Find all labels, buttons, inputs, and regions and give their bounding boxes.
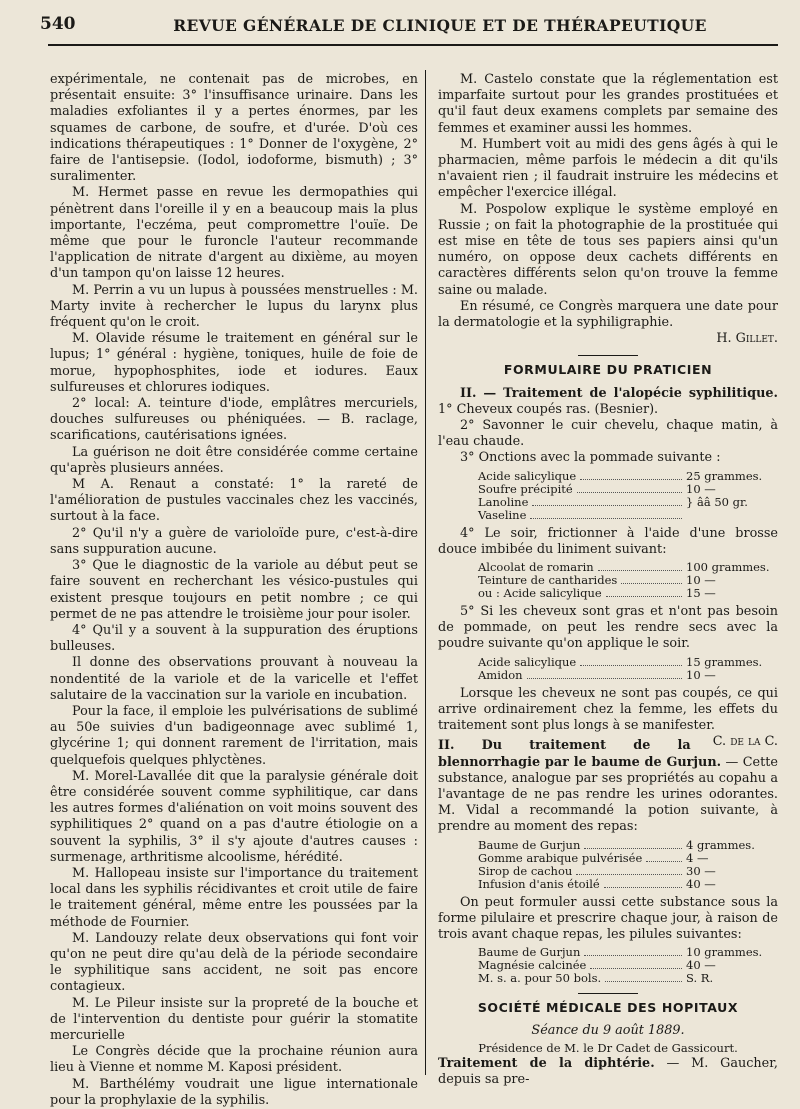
rx-ingredient: M. s. a. pour 50 bols. <box>478 971 602 986</box>
paragraph: Pour la face, il emploie les pulvérisations de sublimé au 50e suivies d'un badigeonnage avec sublimé 1, glycérine 1; qui donnent rarement de l'irritation, mais quelquefois quelques phlyctènes. <box>50 703 418 768</box>
dot-leader <box>527 678 682 679</box>
section-title-formulaire: FORMULAIRE DU PRATICIEN <box>503 362 713 378</box>
alopecia-step-4: 4° Le soir, frictionner à l'aide d'une brosse douce imbibée du liniment suivant: <box>438 525 778 557</box>
paragraph: M. Hermet passe en revue les dermopathies qui pénètrent dans l'oreille il y en a beaucoup mais la plus importante, l'eczéma, peut compromettre l'ouïe. De même que pour le furoncle l'auteur recommande l'application de nitrate d'argent au dixième, au moyen d'un tampon qu'on laisse 12 heures. <box>50 185 418 282</box>
alopecia-paragraph <box>438 386 778 418</box>
column-separator <box>425 70 426 1075</box>
dot-leader <box>590 968 682 969</box>
rx-quantity: 15 grammes. <box>686 654 763 669</box>
paragraph: M. Hallopeau insiste sur l'importance du traitement local dans les syphilis récidivantes et croit utile de faire le traitement général, même entre les poussées par la méthode de Fournier. <box>50 865 418 930</box>
gurjun-heading: II. Du traitement de la blennorrhagie par le baume de Gurjun. <box>438 738 722 770</box>
prescription-potion <box>438 839 778 891</box>
paragraph: 2° Qu'il n'y a guère de varioloïde pure, c'est-à-dire sans suppuration aucune. <box>50 525 418 557</box>
alopecia-heading: II. — Traitement de l'alopécie syphilitique. <box>460 385 778 401</box>
rx-quantity: 4 — <box>686 850 709 865</box>
dot-leader <box>584 848 682 849</box>
rx-line <box>438 852 778 865</box>
prescription-pilules <box>438 946 778 985</box>
rx-ingredient: Acide salicylique <box>478 468 577 483</box>
prescription-liniment <box>438 561 778 600</box>
rx-line <box>438 509 778 522</box>
rx-quantity: 40 — <box>686 958 716 973</box>
rx-line <box>438 483 778 496</box>
rx-quantity: 10 — <box>686 481 716 496</box>
dot-leader <box>580 479 682 480</box>
paragraph: 4° Qu'il y a souvent à la suppuration des éruptions bulleuses. <box>50 622 418 655</box>
paragraph: M. Barthélémy voudrait une ligue internationale pour la prophylaxie de la syphilis. <box>50 1076 418 1108</box>
paragraph: expérimentale, ne contenait pas de microbes, en présentait ensuite: 3° l'insuffisance urinaire. Dans les maladies exfoliantes il y a pertes énormes, par les squames de carbone, de soufre, et d'urée. D'où ces indications thérapeutiques : 1° Donner de l'oxygène, 2° faire de l'antisepsie. (Iodol, iodoforme, bismuth) ; 3° suralimenter. <box>50 72 418 185</box>
rx-quantity: S. R. <box>686 971 714 986</box>
dot-leader <box>621 583 682 584</box>
paragraph: M. Castelo constate que la réglementation est imparfaite surtout pour les grandes prostituées et qu'il faut deux examens complets par semaine des femmes et examiner aussi les hommes. <box>438 72 778 136</box>
rx-line <box>438 839 778 852</box>
paragraph: M. Perrin a vu un lupus à poussées menstruelles : M. Marty invite à rechercher le lupus du larynx plus fréquent qu'on le croit. <box>50 282 418 331</box>
header-rule <box>48 44 778 46</box>
rx-quantity: } ââ 50 gr. <box>686 494 748 509</box>
rx-ingredient: Amidon <box>478 667 523 682</box>
alopecia-conclusion <box>438 685 778 750</box>
running-title: REVUE GÉNÉRALE DE CLINIQUE ET DE THÉRAPEUTIQUE <box>173 16 707 35</box>
rx-line <box>438 470 778 483</box>
rx-ingredient: Alcoolat de romarin <box>478 560 594 575</box>
rx-line <box>438 496 778 509</box>
rx-ingredient: Teinture de cantharides <box>478 573 618 588</box>
gurjun-text: — Cette substance, analogue par ses propriétés au copahu a l'avantage de ne pas rendre les urines odorantes. M. Vidal a recommandé la potion suivante, à prendre au moment des repas: <box>438 754 778 835</box>
rx-line <box>438 669 778 682</box>
page-number: 540 <box>40 14 76 34</box>
dot-leader <box>530 518 682 519</box>
paragraph: La guérison ne doit être considérée comme certaine qu'après plusieurs années. <box>50 444 418 476</box>
rx-line <box>438 587 778 600</box>
section-divider <box>578 355 638 356</box>
diphtheria-paragraph <box>438 1056 778 1088</box>
paragraph: M. Landouzy relate deux observations qui font voir qu'on ne peut dire qu'au delà de la période secondaire le syphilitique sans accident, ne soit pas encore contagieux. <box>50 930 418 995</box>
rx-quantity: 10 — <box>686 667 716 682</box>
rx-quantity: 4 grammes. <box>686 837 755 852</box>
rx-ingredient: Acide salicylique <box>478 654 577 669</box>
dot-leader <box>576 874 682 875</box>
alopecia-step-5: 5° Si les cheveux sont gras et n'ont pas besoin de pommade, on peut les rendre secs avec la poudre suivante qu'on applique le soir. <box>438 604 778 652</box>
gurjun-pills-paragraph: On peut formuler aussi cette substance sous la forme pilulaire et prescrire chaque jour, à raison de trois avant chaque repas, les pilules suivantes: <box>438 894 778 942</box>
rx-ingredient: Magnésie calcinée <box>478 958 587 973</box>
diphtheria-text: — M. Gaucher, depuis sa pre- <box>438 1055 778 1087</box>
rx-quantity: 10 — <box>686 573 716 588</box>
rx-ingredient: ou : Acide salicylique <box>478 586 602 601</box>
paragraph: Le Congrès décide que la prochaine réunion aura lieu à Vienne et nomme M. Kaposi président. <box>50 1044 418 1076</box>
right-column <box>438 72 778 1088</box>
paragraph: M. Pospolow explique le système employé en Russie ; on fait la photographie de la prostituée qui est mise en tête de tous ses papiers ainsi qu'un numéro, on oppose deux cachets différents en caractères différents selon qu'on trouve la femme saine ou malade. <box>438 201 778 298</box>
paragraph: 2° local: A. teinture d'iode, emplâtres mercuriels, douches sulfureuses ou phéniquées. — B. raclage, scarifications, cautérisations ignées. <box>50 396 418 444</box>
dot-leader <box>606 596 682 597</box>
paragraph: M. Le Pileur insiste sur la propreté de la bouche et de l'intervention du dentiste pour guérir la stomatite mercurielle <box>50 995 418 1043</box>
alopecia-conclusion-text: Lorsque les cheveux ne sont pas coupés, ce qui arrive ordinairement chez la femme, les effets du traitement sont plus longs à se manifester. <box>438 685 778 734</box>
prescription-poudre <box>438 656 778 682</box>
diphtheria-heading: Traitement de la diphtérie. <box>438 1055 655 1071</box>
paragraph: M. Humbert voit au midi des gens âgés à qui le pharmacien, même parfois le médecin a dit qu'ils n'avaient rien ; il faudrait instruire les médecins et empêcher l'exercice illégal. <box>438 136 778 201</box>
author-signature: H. Gillet. <box>716 331 778 347</box>
paragraph: M. Olavide résume le traitement en général sur le lupus; 1° général : hygiène, toniques, huile de foie de morue, hypophosphites, iode et iodures. Eaux sulfureuses et chlorures iodiques. <box>50 331 418 395</box>
dot-leader <box>584 955 682 956</box>
dot-leader <box>646 861 682 862</box>
rx-line <box>438 656 778 669</box>
rx-line <box>438 878 778 891</box>
paragraph: 3° Que le diagnostic de la variole au début peut se faire souvent en recherchant les vésico-pustules qui existent presque toujours en petit nombre ; ce qui permet de ne pas attendre le troisième jour pour isoler. <box>50 558 418 622</box>
rx-ingredient: Vaseline <box>478 507 527 522</box>
rx-ingredient: Infusion d'anis étoilé <box>478 876 600 891</box>
rx-quantity: 40 — <box>686 876 716 891</box>
rx-ingredient: Gomme arabique pulvérisée <box>478 850 643 865</box>
rx-ingredient: Baume de Gurjun <box>478 945 581 960</box>
rx-quantity: 100 grammes. <box>686 560 770 575</box>
dot-leader <box>605 981 682 982</box>
alopecia-step-1: 1° Cheveux coupés ras. (Besnier). <box>438 401 659 417</box>
paragraph: En résumé, ce Congrès marquera une date pour la dermatologie et la syphiligraphie. <box>438 298 778 331</box>
dot-leader <box>598 570 682 571</box>
paragraph: M. Morel-Lavallée dit que la paralysie générale doit être considérée souvent comme syphilitique, car dans les autres formes d'aliénation on voit moins souvent des syphilitiques 2° quand on a pas d'autre étiologie on a souvent la syphilis, 3° il s'y ajoute d'autres causes : surmenage, arthritisme alcoolisme, hérédité. <box>50 768 418 865</box>
rx-quantity: 30 — <box>686 863 716 878</box>
meeting-date: Séance du 9 août 1889. <box>531 1023 685 1039</box>
section-title-societe: SOCIÉTÉ MÉDICALE DES HOPITAUX <box>477 1000 739 1016</box>
dot-leader <box>532 505 682 506</box>
rx-line <box>438 865 778 878</box>
rx-ingredient: Lanoline <box>478 494 529 509</box>
alopecia-step-2: 2° Savonner le cuir chevelu, chaque matin, à l'eau chaude. <box>438 418 778 450</box>
left-column <box>50 72 418 1109</box>
rx-ingredient: Sirop de cachou <box>478 863 573 878</box>
paragraph: Il donne des observations prouvant à nouveau la nondentité de la variole et de la varicelle et l'effet salutaire de la vaccination sur la variole en incubation. <box>50 655 418 703</box>
section-divider <box>578 993 638 994</box>
author-signature: C. de la C. <box>712 734 778 750</box>
rx-quantity: 15 — <box>686 586 716 601</box>
page-header <box>40 14 780 42</box>
paragraph: M A. Renaut a constaté: 1° la rareté de l'amélioration de pustules vaccinales chez les vaccinés, surtout à la face. <box>50 477 418 525</box>
dot-leader <box>580 665 682 666</box>
rx-quantity: 10 grammes. <box>686 945 763 960</box>
rx-line <box>438 972 778 985</box>
dot-leader <box>604 887 682 888</box>
prescription-pommade <box>438 470 778 522</box>
gurjun-paragraph <box>438 738 778 835</box>
dot-leader <box>577 492 682 493</box>
rx-quantity: 25 grammes. <box>686 468 763 483</box>
rx-ingredient: Soufre précipité <box>478 481 573 496</box>
rx-ingredient: Baume de Gurjun <box>478 837 581 852</box>
alopecia-step-3: 3° Onctions avec la pommade suivante : <box>460 450 721 466</box>
meeting-president: Présidence de M. le Dr Cadet de Gassicourt. <box>478 1040 738 1055</box>
